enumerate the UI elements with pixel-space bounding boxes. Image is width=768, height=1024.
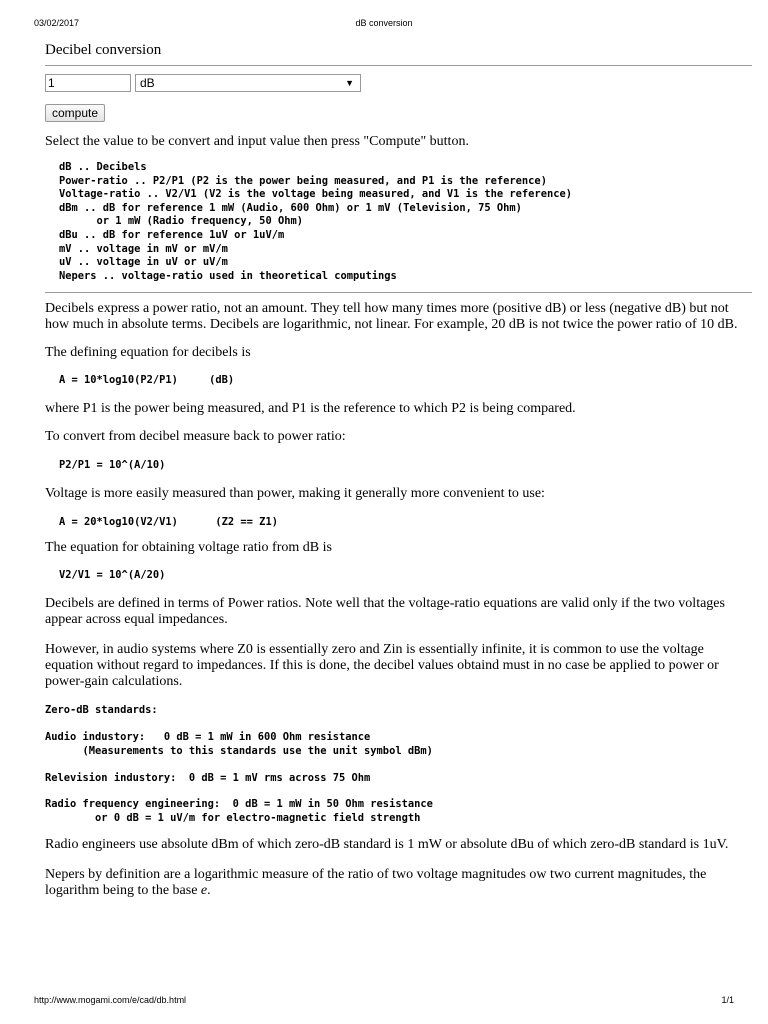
- print-url: http://www.mogami.com/e/cad/db.html: [34, 995, 187, 1005]
- article-paragraph: Decibels express a power ratio, not an amount. They tell how many times more (positive dB) or less (negative dB) but not how much in absolute terms. Decibels are logarithmic, not linear. For example, 20 dB is not twice the power ratio of 10 dB.: [45, 301, 738, 333]
- equation-voltage-db: A = 20*log10(V2/V1) (Z2 == Z1): [59, 515, 278, 528]
- unit-definitions: [59, 161, 752, 283]
- print-page-number: 1/1: [721, 995, 734, 1005]
- page-content: [45, 40, 752, 899]
- article-paragraph: Decibels are defined in terms of Power ratios. Note well that the voltage-ratio equations are valid only if the two voltages appear across equal impedances.: [45, 595, 725, 627]
- unit-definition-line: dB .. Decibels: [59, 161, 147, 173]
- page-title: Decibel conversion: [45, 42, 162, 58]
- value-input[interactable]: [45, 74, 131, 92]
- unit-select[interactable]: [135, 74, 361, 92]
- zero-db-heading: Zero-dB standards:: [45, 703, 158, 716]
- article-paragraph: Radio engineers use absolute dBm of which zero-dB standard is 1 mW or absolute dBu of which zero-dB standard is 1uV.: [45, 837, 729, 853]
- unit-definition-line: or 1 mW (Radio frequency, 50 Ohm): [59, 215, 303, 228]
- nepers-text: Nepers by definition are a logarithmic measure of the ratio of two voltage magnitudes ow two current magnitudes, the logarithm being to the base: [45, 867, 707, 899]
- compute-button[interactable]: compute: [45, 104, 105, 122]
- unit-definition-line: dBu .. dB for reference 1uV or 1uV/m: [59, 228, 285, 241]
- converter-form: [45, 74, 752, 92]
- divider: [45, 65, 752, 66]
- article-paragraph: Voltage is more easily measured than power, making it generally more convenient to use:: [45, 485, 545, 501]
- log-base: e: [200, 883, 208, 899]
- article-paragraph: However, in audio systems where Z0 is essentially zero and Zin is essentially infinite, it is common to use the voltage equation without regard to impedances. If this is done, the decibel values obtaind must in no case be applied to power or power-gain calculations.: [45, 641, 719, 689]
- equation-voltage-ratio: V2/V1 = 10^(A/20): [59, 569, 166, 582]
- unit-definition-line: Voltage-ratio .. V2/V1 (V2 is the voltage being measured, and V1 is the reference): [59, 188, 572, 201]
- equation-power-db: A = 10*log10(P2/P1) (dB): [59, 374, 235, 387]
- article-paragraph: where P1 is the power being measured, and P1 is the reference to which P2 is being compared.: [45, 400, 576, 416]
- article-paragraph: The defining equation for decibels is: [45, 345, 251, 361]
- unit-definition-line: Power-ratio .. P2/P1 (P2 is the power being measured, and P1 is the reference): [59, 174, 547, 187]
- article-paragraph: To convert from decibel measure back to power ratio:: [45, 428, 346, 444]
- print-title: dB conversion: [355, 18, 413, 28]
- equation-power-ratio: P2/P1 = 10^(A/10): [59, 458, 166, 471]
- standard-television: Relevision industory: 0 dB = 1 mV rms across 75 Ohm: [45, 771, 371, 784]
- unit-definition-line: Nepers .. voltage-ratio used in theoretical computings: [59, 269, 397, 282]
- unit-definition-line: mV .. voltage in mV or mV/m: [59, 242, 228, 255]
- article-paragraph: The equation for obtaining voltage ratio from dB is: [45, 540, 332, 556]
- unit-definition-line: uV .. voltage in uV or uV/m: [59, 256, 228, 269]
- article-paragraph-nepers: [45, 867, 752, 899]
- instruction-text: Select the value to be convert and input value then press "Compute" button.: [45, 134, 469, 149]
- standard-radio-frequency: Radio frequency engineering: 0 dB = 1 mW in 50 Ohm resistance or 0 dB = 1 uV/m for electro-magnetic field strength: [45, 798, 433, 824]
- print-date: 03/02/2017: [34, 18, 80, 28]
- unit-select-value: dB: [140, 76, 155, 90]
- dropdown-arrow-icon: ▼: [345, 78, 354, 88]
- divider: [45, 292, 752, 293]
- nepers-text-end: .: [207, 883, 211, 899]
- standard-audio: Audio industory: 0 dB = 1 mW in 600 Ohm resistance (Measurements to this standards use the unit symbol dBm): [45, 731, 433, 757]
- unit-definition-line: dBm .. dB for reference 1 mW (Audio, 600 Ohm) or 1 mV (Television, 75 Ohm): [59, 201, 522, 214]
